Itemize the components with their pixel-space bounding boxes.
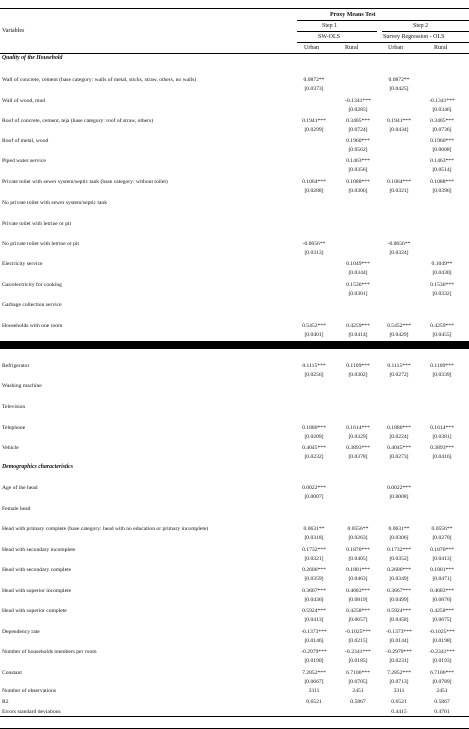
coefficient-cell: 0.0631**	[388, 526, 410, 532]
coefficient-cell: 0.4683***	[346, 588, 370, 594]
header-proxy-means-test: Proxy Means Test	[330, 12, 376, 18]
header-rule-step1	[297, 31, 377, 32]
coefficient-cell: 0.1960***	[346, 138, 370, 144]
std-error-cell: [0.0190]	[304, 658, 324, 664]
coefficient-cell: 0.0022***	[302, 485, 326, 491]
std-error-cell: [0.0430]	[432, 270, 452, 276]
std-error-cell: [0.0724]	[348, 127, 368, 133]
header-urban-2: Urban	[388, 45, 403, 51]
std-error-cell: [0.0429]	[389, 332, 409, 338]
row-label: Piped water service	[2, 158, 46, 164]
std-error-cell: [0.0789]	[432, 679, 452, 685]
coefficient-cell: 0.1109***	[346, 363, 370, 369]
footer-value: 0.4415	[391, 709, 407, 715]
coefficient-cell: 0.1088***	[430, 179, 454, 185]
coefficient-cell: -0.2979***	[301, 649, 327, 655]
coefficient-cell: 0.1880***	[387, 425, 411, 431]
coefficient-cell: 0.1801***	[346, 567, 370, 573]
top-rule	[0, 8, 469, 9]
coefficient-cell: -0.2979***	[386, 649, 412, 655]
std-error-cell: [0.0313]	[304, 250, 324, 256]
row-label: Head with superior incomplete	[2, 588, 72, 594]
row-label: Private toilet with letrine or pit	[2, 221, 72, 227]
std-error-cell: [0.0263]	[348, 535, 368, 541]
std-error-cell: [0.0215]	[348, 638, 368, 644]
footer-label: R2	[2, 699, 9, 705]
coefficient-cell: -0.1025***	[345, 629, 371, 635]
coefficient-cell: 0.3893***	[346, 445, 370, 451]
row-label: Electricity service	[2, 261, 43, 267]
row-label: Roof of concrete, cement, teja (base category: roof of straw, others)	[2, 118, 154, 124]
std-error-cell: [0.0339]	[432, 372, 452, 378]
coefficient-cell: 0.5452***	[387, 323, 411, 329]
coefficient-cell: -0.2341***	[429, 649, 455, 655]
footer-value: 0.6521	[306, 699, 322, 705]
header-rural-1: Rural	[345, 45, 359, 51]
coefficient-cell: 6.7106***	[430, 670, 454, 676]
coefficient-cell: -0.0656**	[387, 241, 411, 247]
std-error-cell: [0.0471]	[432, 576, 452, 582]
std-error-cell: [0.0344]	[348, 270, 368, 276]
footer-value: 3311	[308, 688, 320, 694]
std-error-cell: [0.0405]	[348, 556, 368, 562]
footer-value: 0.6521	[391, 699, 407, 705]
row-label: Head with primary complete (base category: head with no education or primary incomplete)	[2, 526, 209, 532]
coefficient-cell: 0.0872**	[388, 77, 410, 83]
coefficient-cell: 0.5924***	[302, 608, 326, 614]
row-label: Head with secondary complete	[2, 567, 72, 573]
section-demographics: Demographics characteristics	[2, 464, 74, 470]
coefficient-cell: -0.0656**	[302, 241, 326, 247]
std-error-cell: [0.0396]	[432, 188, 452, 194]
std-error-cell: [0.0356]	[348, 167, 368, 173]
std-error-cell: [0.0209]	[304, 434, 324, 440]
row-label: Private toilet with sewer system/septic tank (base category: without toilet)	[2, 179, 168, 185]
coefficient-cell: 0.1801***	[430, 567, 454, 573]
std-error-cell: [0.0414]	[348, 332, 368, 338]
row-label: Households with one room	[2, 323, 63, 329]
std-error-cell: [0.0349]	[389, 576, 409, 582]
coefficient-cell: 0.1064***	[387, 179, 411, 185]
row-label: Washing machine	[2, 383, 42, 389]
std-error-cell: [0.0301]	[348, 291, 368, 297]
coefficient-cell: 0.1109***	[430, 363, 454, 369]
std-error-cell: [0.0272]	[389, 372, 409, 378]
std-error-cell: [0.0425]	[389, 86, 409, 92]
row-label: Wall of concrete, cement (base category: walls of metal, sticks, straw, others, no walls)	[2, 77, 197, 83]
coefficient-cell: 0.3667***	[387, 588, 411, 594]
std-error-cell: [0.0193]	[432, 658, 452, 664]
std-error-cell: [0.0285]	[348, 107, 368, 113]
row-label: Telephone	[2, 425, 26, 431]
coefficient-cell: 0.1115***	[387, 363, 411, 369]
std-error-cell: [0.0007]	[304, 494, 324, 500]
std-error-cell: [0.0270]	[432, 535, 452, 541]
std-error-cell: [0.0144]	[389, 638, 409, 644]
std-error-cell: [0.0378]	[348, 454, 368, 460]
std-error-cell: [0.0514]	[432, 167, 452, 173]
row-label: Vehicle	[2, 445, 19, 451]
std-error-cell: [0.0329]	[348, 434, 368, 440]
coefficient-cell: 0.1536***	[346, 282, 370, 288]
std-error-cell: [0.0299]	[304, 127, 324, 133]
std-error-cell: [0.0288]	[304, 188, 324, 194]
std-error-cell: [0.0306]	[348, 188, 368, 194]
footer-value: 2451	[436, 688, 448, 694]
row-label: Constant	[2, 670, 22, 676]
header-urban-1: Urban	[304, 45, 319, 51]
coefficient-cell: 7.2852***	[387, 670, 411, 676]
coefficient-cell: 0.5924***	[387, 608, 411, 614]
section-household: Quality of the Household	[2, 55, 63, 61]
coefficient-cell: -0.1341***	[429, 98, 455, 104]
coefficient-cell: 0.1960***	[430, 138, 454, 144]
std-error-cell: [0.0876]	[432, 597, 452, 603]
std-error-cell: [0.0231]	[389, 658, 409, 664]
coefficient-cell: 0.4259***	[430, 323, 454, 329]
row-label: Head with secondary incomplete	[2, 547, 76, 553]
row-label: No private toilet with sewer system/septic tank	[2, 200, 108, 206]
coefficient-cell: 0.0631**	[303, 526, 325, 532]
header-variables: Variables	[2, 28, 25, 34]
coefficient-cell: 0.4259***	[346, 323, 370, 329]
coefficient-cell: 0.3893***	[430, 445, 454, 451]
std-error-cell: [0.0434]	[389, 127, 409, 133]
coefficient-cell: 0.1732***	[302, 547, 326, 553]
coefficient-cell: 0.2606***	[387, 567, 411, 573]
footer-value: 2451	[352, 688, 364, 694]
std-error-cell: [0.0185]	[348, 658, 368, 664]
std-error-cell: [0.0413]	[304, 617, 324, 623]
header-rule-step2	[382, 31, 469, 32]
header-step2: Step 2	[413, 23, 429, 29]
coefficient-cell: 0.4683***	[430, 588, 454, 594]
std-error-cell: [0.0675]	[432, 617, 452, 623]
coefficient-cell: 0.1941***	[387, 118, 411, 124]
coefficient-cell: 0.3667***	[302, 588, 326, 594]
coefficient-cell: -0.1025***	[429, 629, 455, 635]
coefficient-cell: 0.1614***	[346, 425, 370, 431]
std-error-cell: [0.0373]	[304, 86, 324, 92]
coefficient-cell: 0.1941***	[302, 118, 326, 124]
header-rural-2: Rural	[434, 45, 448, 51]
std-error-cell: [0.0352]	[389, 556, 409, 562]
coefficient-cell: 0.0556**	[347, 526, 369, 532]
std-error-cell: [0.0458]	[389, 617, 409, 623]
std-error-cell: [0.0667]	[304, 679, 324, 685]
coefficient-cell: 0.4258***	[430, 608, 454, 614]
row-label: Dependency rate	[2, 629, 40, 635]
footer-rule	[0, 716, 469, 717]
row-label: Gas/electricity for cooking	[2, 282, 62, 288]
std-error-cell: [0.0819]	[348, 597, 368, 603]
std-error-cell: [0.0608]	[432, 147, 452, 153]
std-error-cell: [0.0256]	[304, 372, 324, 378]
std-error-cell: [0.0499]	[389, 597, 409, 603]
coefficient-cell: 0.1870***	[430, 547, 454, 553]
footer-value: 0.4701	[434, 709, 450, 715]
std-error-cell: [0.0146]	[304, 638, 324, 644]
std-error-cell: [0.0346]	[432, 107, 452, 113]
std-error-cell: [0.0736]	[432, 127, 452, 133]
std-error-cell: [0.0359]	[304, 576, 324, 582]
std-error-cell: [0.0436]	[304, 597, 324, 603]
std-error-cell: [0.0306]	[389, 535, 409, 541]
row-label: Wall of wood, mud	[2, 98, 46, 104]
coefficient-cell: 0.3405***	[430, 118, 454, 124]
std-error-cell: [0.0455]	[432, 332, 452, 338]
footer-label: Errors standard deviations	[2, 709, 61, 715]
coefficient-cell: 0.0022***	[387, 485, 411, 491]
coefficient-cell: 0.1064***	[302, 179, 326, 185]
coefficient-cell: 0.4045***	[387, 445, 411, 451]
std-error-cell: [0.0332]	[432, 291, 452, 297]
footer-value: 0.5867	[434, 699, 450, 705]
header-method2: Survey Regression - OLS	[383, 34, 445, 40]
header-method1: SW-OLS	[318, 34, 341, 40]
coefficient-cell: -0.2341***	[345, 649, 371, 655]
coefficient-cell: 0.1049**	[431, 261, 453, 267]
std-error-cell: [0.0463]	[348, 576, 368, 582]
coefficient-cell: 0.2606***	[302, 567, 326, 573]
row-label: Age of the head	[2, 485, 38, 491]
coefficient-cell: 0.1536***	[430, 282, 454, 288]
coefficient-cell: 0.4258***	[346, 608, 370, 614]
header-rule-methods	[297, 42, 469, 43]
std-error-cell: [0.0321]	[304, 556, 324, 562]
coefficient-cell: -0.1373***	[301, 629, 327, 635]
page-break-bar	[0, 341, 469, 349]
row-label: Television	[2, 404, 26, 410]
std-error-cell: [0.0318]	[304, 535, 324, 541]
std-error-cell: [0.0273]	[389, 454, 409, 460]
std-error-cell: [0.0657]	[348, 617, 368, 623]
row-label: Roof of metal, wood	[2, 138, 49, 144]
coefficient-cell: 0.1463***	[346, 158, 370, 164]
coefficient-cell: 0.3405***	[346, 118, 370, 124]
std-error-cell: [0.0705]	[348, 679, 368, 685]
header-step1: Step 1	[322, 23, 338, 29]
std-error-cell: [0.0381]	[432, 434, 452, 440]
std-error-cell: [0.0224]	[389, 434, 409, 440]
footer-value: 3311	[393, 688, 405, 694]
coefficient-cell: 0.1614***	[430, 425, 454, 431]
header-rule-pmt	[297, 20, 469, 21]
std-error-cell: [0.0416]	[432, 454, 452, 460]
coefficient-cell: 0.1049***	[346, 261, 370, 267]
row-label: No private toilet with letrine or pit	[2, 241, 80, 247]
row-label: Number of households members per room	[2, 649, 97, 655]
row-label: Refrigerator	[2, 363, 30, 369]
coefficient-cell: 0.1088***	[346, 179, 370, 185]
row-label: Head with superior complete	[2, 608, 67, 614]
coefficient-cell: 6.7106***	[346, 670, 370, 676]
row-label: Female head	[2, 506, 31, 512]
std-error-cell: [0.0413]	[432, 556, 452, 562]
std-error-cell: [0.0562]	[348, 147, 368, 153]
coefficient-cell: 0.1732***	[387, 547, 411, 553]
coefficient-cell: 0.5452***	[302, 323, 326, 329]
std-error-cell: [0.0713]	[389, 679, 409, 685]
row-label: Garbage collection service	[2, 302, 62, 308]
coefficient-cell: 7.2852***	[302, 670, 326, 676]
std-error-cell: [0.0302]	[348, 372, 368, 378]
coefficient-cell: 0.1115***	[302, 363, 326, 369]
coefficient-cell: -0.1341***	[345, 98, 371, 104]
coefficient-cell: -0.1373***	[386, 629, 412, 635]
coefficient-cell: 0.4045***	[302, 445, 326, 451]
std-error-cell: [0.0232]	[304, 454, 324, 460]
footer-value: 0.5867	[350, 699, 366, 705]
std-error-cell: [0.0008]	[389, 494, 409, 500]
std-error-cell: [0.0198]	[432, 638, 452, 644]
footer-label: Number of observations	[2, 688, 57, 694]
coefficient-cell: 0.0556**	[431, 526, 453, 532]
coefficient-cell: 0.1463***	[430, 158, 454, 164]
coefficient-cell: 0.1880***	[302, 425, 326, 431]
std-error-cell: [0.0401]	[304, 332, 324, 338]
std-error-cell: [0.0324]	[389, 250, 409, 256]
std-error-cell: [0.0321]	[389, 188, 409, 194]
coefficient-cell: 0.0872**	[303, 77, 325, 83]
coefficient-cell: 0.1870***	[346, 547, 370, 553]
header-bottom-rule	[0, 53, 469, 54]
